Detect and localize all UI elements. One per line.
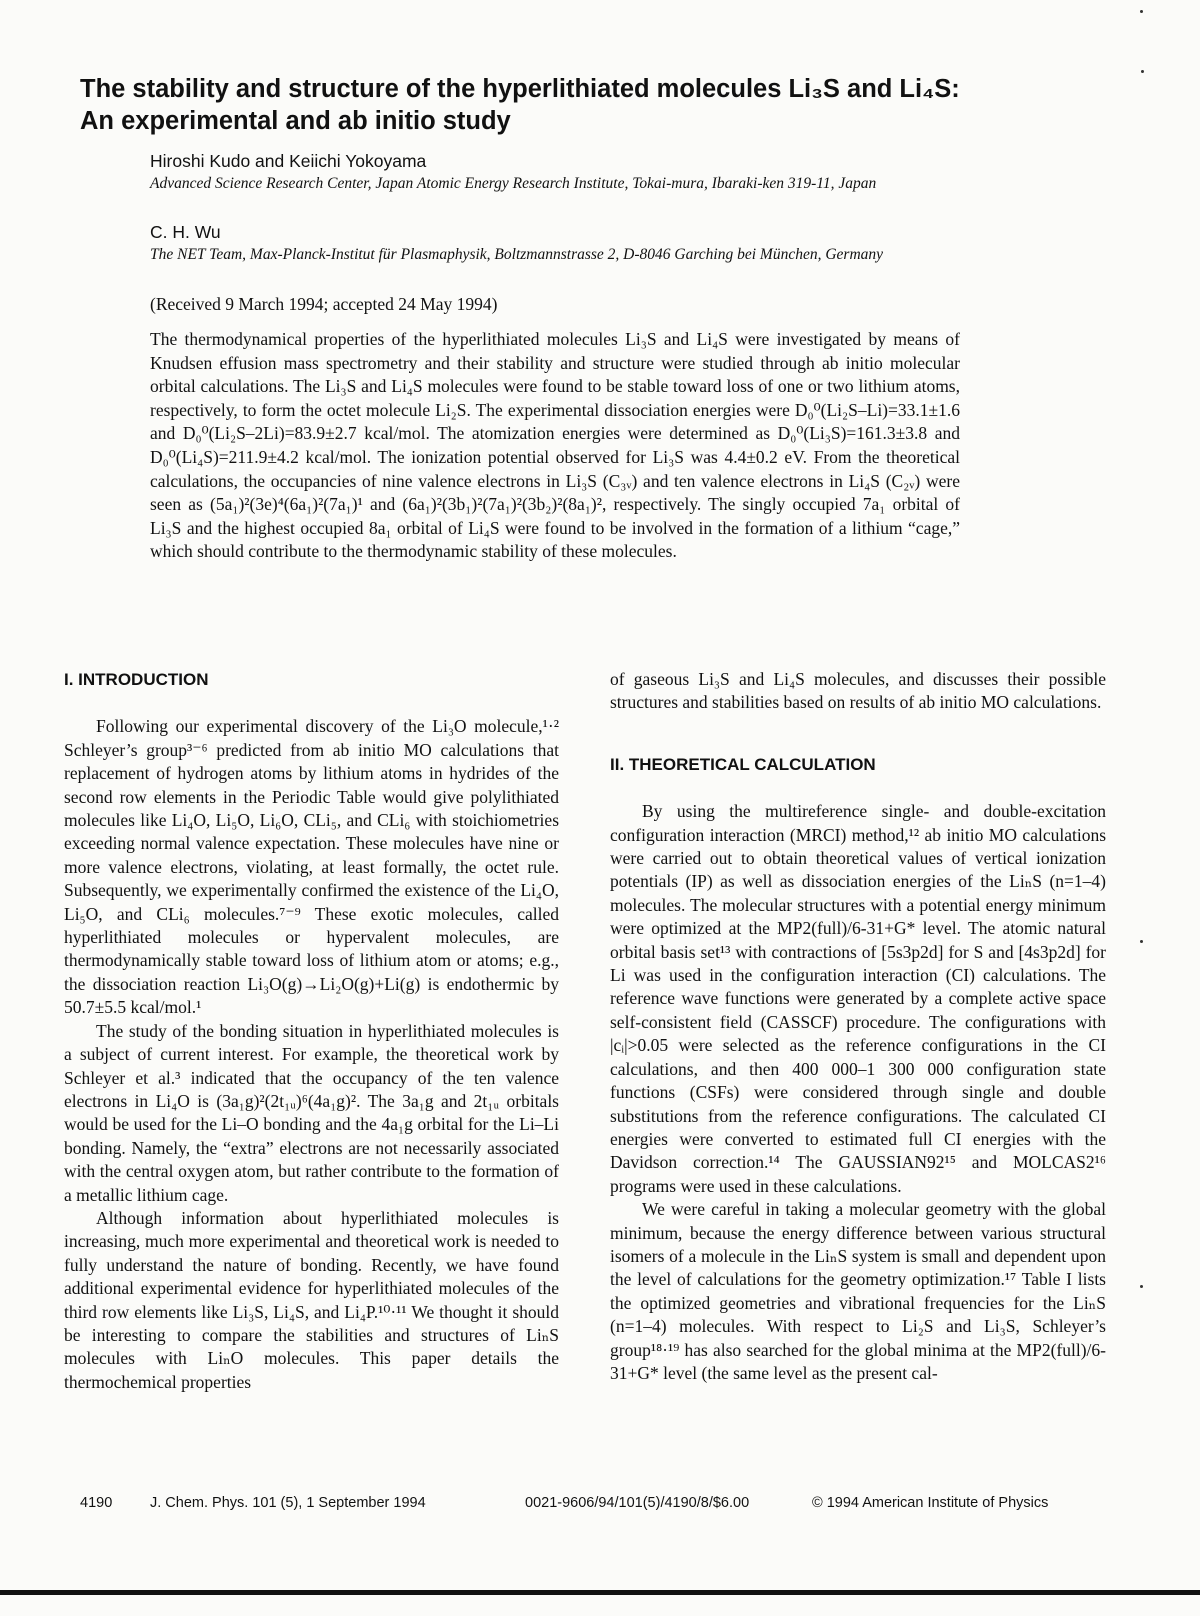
right-column-continuation: of gaseous Li₃S and Li₄S molecules, and discusses their possible structures and stabilities based on results of ab initio MO calculations. xyxy=(610,669,1106,713)
intro-paragraph-3: Although information about hyperlithiated molecules is increasing, much more experimental and theoretical work is needed to fully understand the nature of bonding. Recently, we have found additional experimental evidence for hyperlithiated molecules of the third row elements like Li₃S, Li₄S, and Li₄P.¹⁰·¹¹ We thought it should be interesting to compare the stabilities and structures of LiₙS molecules with LiₙO molecules. This paper details the thermochemical properties xyxy=(64,1207,559,1392)
left-column xyxy=(64,668,559,1394)
journal-citation: J. Chem. Phys. 101 (5), 1 September 1994 xyxy=(150,1495,426,1511)
title-line-2: An experimental and ab initio study xyxy=(80,107,511,135)
intro-paragraph-1: Following our experimental discovery of the Li₃O molecule,¹·² Schleyer’s group³⁻⁶ predicted from ab initio MO calculations that replacement of hydrogen atoms by lithium atoms in hydrides of the second row elements in the Periodic Table would give polylithiated molecules like Li₄O, Li₅O, Li₆O, CLi₅, and CLi₆ with stoichiometries exceeding normal valence expectation. These molecules have nine or more valence electrons, violating, at least formally, the octet rule. Subsequently, we experimentally confirmed the existence of the Li₄O, Li₅O, and CLi₆ molecules.⁷⁻⁹ These exotic molecules, called hyperlithiated molecules or hypervalent molecules, are thermodynamically stable toward loss of lithium atom or atoms; e.g., the dissociation reaction Li₃O(g)→Li₂O(g)+Li(g) is endothermic by 50.7±5.5 kcal/mol.¹ xyxy=(64,716,559,1018)
right-column xyxy=(610,668,1106,1385)
affiliation-1: Advanced Science Research Center, Japan Atomic Energy Research Institute, Tokai-mura, Ibaraki-ken 319-11, Japan xyxy=(150,175,877,192)
page-bottom-rule xyxy=(0,1590,1200,1595)
author-names-1: Hiroshi Kudo and Keiichi Yokoyama xyxy=(150,151,427,171)
scan-speck xyxy=(1140,940,1143,943)
received-dates: (Received 9 March 1994; accepted 24 May 1994) xyxy=(150,294,498,314)
article-code: 0021-9606/94/101(5)/4190/8/$6.00 xyxy=(525,1495,750,1511)
title-line-1: The stability and structure of the hyperlithiated molecules Li₃S and Li₄S: xyxy=(80,75,960,103)
intro-paragraph-2: The study of the bonding situation in hyperlithiated molecules is a subject of current interest. For example, the theoretical work by Schleyer et al.³ indicated that the occupancy of the ten valence electrons in Li₄O is (3a₁g)²(2t₁ᵤ)⁶(4a₁g)². The 3a₁g and 2t₁ᵤ orbitals would be used for the Li–O bonding and the 4a₁g orbital for the Li–Li bonding. Namely, the “extra” electrons are not necessarily associated with the central oxygen atom, but rather contribute to the formation of a metallic lithium cage. xyxy=(64,1020,559,1205)
author-names-2: C. H. Wu xyxy=(150,222,221,242)
scan-speck xyxy=(1140,10,1143,13)
page-number: 4190 xyxy=(80,1495,113,1511)
copyright-notice: © 1994 American Institute of Physics xyxy=(812,1495,1049,1511)
theory-paragraph-2: We were careful in taking a molecular geometry with the global minimum, because the energy difference between various structural isomers of a molecule in the LiₙS system is small and dependent upon the level of calculations for the geometry optimization.¹⁷ Table I lists the optimized geometries and vibrational frequencies for the LiₙS (n=1–4) molecules. With respect to Li₂S and Li₃S, Schleyer’s group¹⁸·¹⁹ has also searched for the global minima at the MP2(full)/6-31+G* level (the same level as the present cal- xyxy=(610,1199,1106,1383)
section-heading-introduction: I. INTRODUCTION xyxy=(64,670,209,689)
section-heading-theoretical-calculation: II. THEORETICAL CALCULATION xyxy=(610,754,876,774)
theory-paragraph-1: By using the multireference single- and double-excitation configuration interaction (MRCI) method,¹² ab initio MO calculations were carried out to obtain theoretical values of vertical ionization potentials (IP) as well as dissociation energies of the LiₙS (n=1–4) molecules. The molecular structures with a potential energy minimum were optimized at the MP2(full)/6-31+G* level. The atomic natural orbital basis set¹³ with contractions of [5s3p2d] for S and [4s3p2d] for Li was used in the configuration interaction (CI) calculations. The reference wave functions were generated by a complete active space self-consistent field (CASSCF) procedure. The configurations with |cᵢ|>0.05 were selected as the reference configurations in the CI calculations, and then 400 000–1 300 000 configuration state functions (CSFs) were considered through single and double substitutions from the reference configurations. The calculated CI energies were converted to estimated full CI energies with the Davidson correction.¹⁴ The GAUSSIAN92¹⁵ and MOLCAS2¹⁶ programs were used in these calculations. xyxy=(610,801,1106,1196)
abstract: The thermodynamical properties of the hyperlithiated molecules Li₃S and Li₄S were investigated by means of Knudsen effusion mass spectrometry and their stability and structure were studied through ab initio molecular orbital calculations. The Li₃S and Li₄S molecules were found to be stable toward loss of one or two lithium atoms, respectively, to form the octet molecule Li₂S. The experimental dissociation energies were D₀⁰(Li₂S–Li)=33.1±1.6 and D₀⁰(Li₂S–2Li)=83.9±2.7 kcal/mol. The atomization energies were determined as D₀⁰(Li₃S)=161.3±3.8 and D₀⁰(Li₄S)=211.9±4.2 kcal/mol. The ionization potential observed for Li₃S was 4.4±0.2 eV. From the theoretical calculations, the occupancies of nine valence electrons in Li₃S (C₃ᵥ) and ten valence electrons in Li₄S (C₂ᵥ) were seen as (5a₁)²(3e)⁴(6a₁)²(7a₁)¹ and (6a₁)²(3b₁)²(7a₁)²(3b₂)²(8a₁)², respectively. The singly occupied 7a₁ orbital of Li₃S and the highest occupied 8a₁ orbital of Li₄S were found to be involved in the formation of a lithium “cage,” which should contribute to the thermodynamic stability of these molecules. xyxy=(150,329,960,562)
scan-speck xyxy=(1140,1285,1143,1288)
scan-speck xyxy=(1141,70,1144,73)
paper-title xyxy=(80,73,1140,137)
affiliation-2: The NET Team, Max-Planck-Institut für Plasmaphysik, Boltzmannstrasse 2, D-8046 Garching bei München, Germany xyxy=(150,246,884,263)
